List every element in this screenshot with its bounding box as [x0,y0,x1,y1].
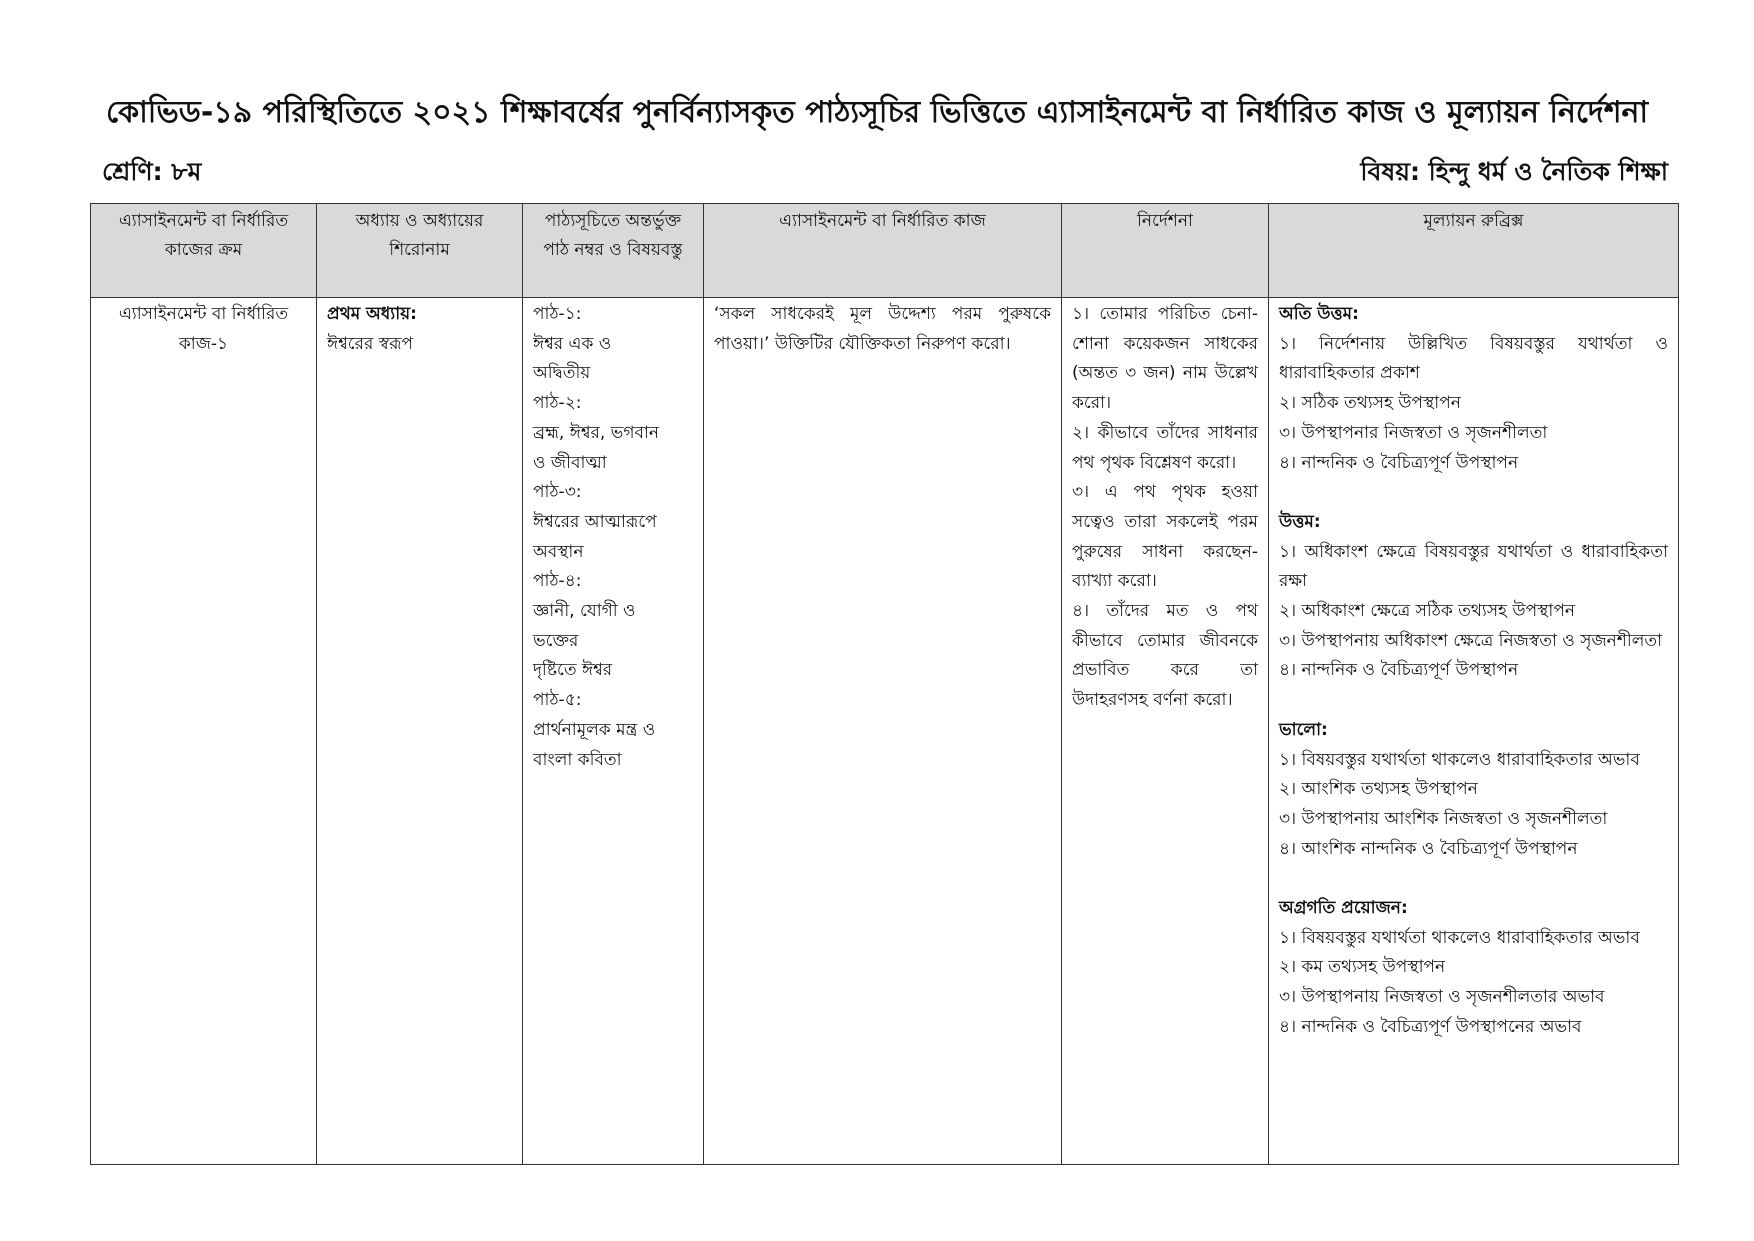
chapter-title: প্রথম অধ্যায়: [327,304,417,324]
lesson-line: ও জীবাত্মা [533,452,607,473]
table-header-row [91,204,1679,298]
rubric-spacer [1279,478,1668,508]
rubric-item: ১। বিষয়বস্তুর যথার্থতা থাকলেও ধারাবাহিকতার অভাব [1279,749,1640,770]
rubric-list [1279,300,1668,1043]
header-instructions: নির্দেশনা [1062,204,1269,298]
lesson-line: প্রার্থনামূলক মন্ত্র ও [533,719,656,740]
lesson-list [533,300,693,775]
rubric-item: ৪। নান্দনিক ও বৈচিত্র্যপূর্ণ উপস্থাপন [1279,660,1519,681]
rubric-item: ৪। নান্দনিক ও বৈচিত্র্যপূর্ণ উপস্থাপন [1279,452,1519,473]
cell-task [704,298,1062,1165]
rubric-heading-good: উত্তম: [1279,511,1321,532]
lesson-line: অবস্থান [533,541,584,562]
header-lessons: পাঠ্যসূচিতে অন্তর্ভুক্ত পাঠ নম্বর ও বিষয়বস্তু [523,204,704,298]
instruction-list [1072,300,1258,716]
header-chapter: অধ্যায় ও অধ্যায়ের শিরোনাম [317,204,523,298]
rubric-heading-excellent: অতি উত্তম: [1279,304,1359,324]
lesson-line: পাঠ-৪: [533,571,582,592]
rubric-item: ৪। নান্দনিক ও বৈচিত্র্যপূর্ণ উপস্থাপনের অভাব [1279,1016,1582,1037]
rubric-item: ১। নির্দেশনায় উল্লিখিত বিষয়বস্তুর যথার্থতা ও ধারাবাহিকতার প্রকাশ [1279,333,1668,384]
lesson-line: জ্ঞানী, যোগী ও [533,601,636,622]
rubric-item: ১। অধিকাংশ ক্ষেত্রে বিষয়বস্তুর যথার্থতা ও ধারাবাহিকতা রক্ষা [1279,541,1668,592]
rubric-item: ২। কম তথ্যসহ উপস্থাপন [1279,957,1446,978]
rubric-item: ৩। উপস্থাপনায় নিজস্বতা ও সৃজনশীলতার অভাব [1279,987,1605,1008]
rubric-item: ৪। আংশিক নান্দনিক ও বৈচিত্র্যপূর্ণ উপস্থাপন [1279,838,1578,859]
header-assignment-no: এ্যাসাইনমেন্ট বা নির্ধারিত কাজের ক্রম [91,204,317,298]
rubric-item: ৩। উপস্থাপনায় আংশিক নিজস্বতা ও সৃজনশীলতা [1279,808,1608,829]
lesson-line: পাঠ-১: [533,304,582,324]
rubric-item: ২। অধিকাংশ ক্ষেত্রে সঠিক তথ্যসহ উপস্থাপন [1279,601,1576,622]
cell-rubric [1269,298,1679,1165]
lesson-line: ঈশ্বর এক ও [533,333,612,354]
lesson-line: ঈশ্বরের আত্মারূপে [533,511,657,532]
cell-chapter [317,298,523,1165]
lesson-line: ভক্তের [533,630,579,651]
assignment-no-text: এ্যাসাইনমেন্ট বা নির্ধারিত কাজ-১ [118,304,289,354]
class-label: শ্রেণি: ৮ম [102,157,202,186]
rubric-item: ২। আংশিক তথ্যসহ উপস্থাপন [1279,779,1478,800]
header-task: এ্যাসাইনমেন্ট বা নির্ধারিত কাজ [704,204,1062,298]
header-rubric: মূল্যায়ন রুব্রিক্স [1269,204,1679,298]
rubric-heading-fair: ভালো: [1279,719,1328,740]
lesson-line: পাঠ-৫: [533,690,582,711]
subject-label: বিষয়: হিন্দু ধর্ম ও নৈতিক শিক্ষা [1360,157,1668,186]
rubric-item: ৩। উপস্থাপনার নিজস্বতা ও সৃজনশীলতা [1279,422,1548,443]
task-text: ‘সকল সাধকেরই মূল উদ্দেশ্য পরম পুরুষকে পাওয়া।’ উক্তিটির যৌক্তিকতা নিরুপণ করো। [714,304,1051,354]
rubric-spacer [1279,864,1668,894]
instruction-item: ২। কীভাবে তাঁদের সাধনার পথ পৃথক বিশ্লেষণ করো। [1072,422,1258,473]
lesson-line: পাঠ-৩: [533,482,582,503]
cell-assignment-no [91,298,317,1165]
lesson-line: অদ্বিতীয় [533,363,591,384]
rubric-heading-needs-progress: অগ্রগতি প্রয়োজন: [1279,898,1408,919]
lesson-line: ব্রহ্ম, ঈশ্বর, ভগবান [533,422,660,443]
lesson-line: দৃষ্টিতে ঈশ্বর [533,660,613,681]
rubric-item: ৩। উপস্থাপনায় অধিকাংশ ক্ষেত্রে নিজস্বতা ও সৃজনশীলতা [1279,630,1663,651]
rubric-spacer [1279,686,1668,716]
cell-lessons [523,298,704,1165]
assignment-table [90,203,1679,1165]
chapter-name: ঈশ্বরের স্বরূপ [327,333,414,354]
page-title: কোভিড-১৯ পরিস্থিতিতে ২০২১ শিক্ষাবর্ষের পুনর্বিন্যাসকৃত পাঠ্যসূচির ভিত্তিতে এ্যাসাইনমেন্ট বা নির্ধারিত কাজ ও মূল্যায়ন নির্দেশনা [105,95,1649,130]
table-row [91,298,1679,1165]
instruction-item: ৩। এ পথ পৃথক হওয়া সত্বেও তারা সকলেই পরম পুরুষের সাধনা করছেন-ব্যাখ্যা করো। [1072,482,1258,592]
cell-instructions [1062,298,1269,1165]
instruction-item: ৪। তাঁদের মত ও পথ কীভাবে তোমার জীবনকে প্রভাবিত করে তা উদাহরণসহ বর্ণনা করো। [1072,601,1258,711]
rubric-item: ১। বিষয়বস্তুর যথার্থতা থাকলেও ধারাবাহিকতার অভাব [1279,927,1640,948]
lesson-line: বাংলা কবিতা [533,749,622,770]
instruction-item: ১। তোমার পরিচিত চেনা- শোনা কয়েকজন সাধকের (অন্তত ৩ জন) নাম উল্লেখ করো। [1072,304,1258,414]
rubric-item: ২। সঠিক তথ্যসহ উপস্থাপন [1279,393,1461,414]
lesson-line: পাঠ-২: [533,393,582,414]
